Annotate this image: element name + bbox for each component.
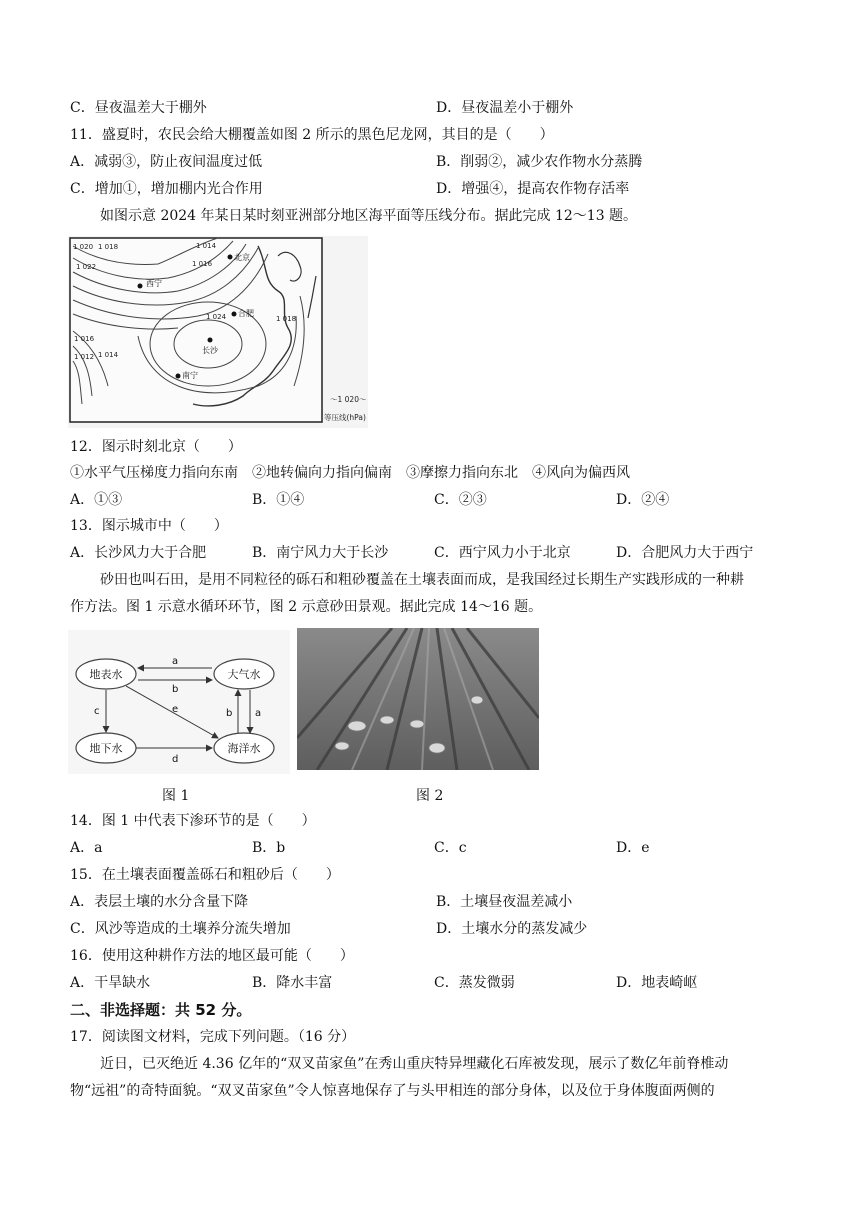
q14-stem: 14．图 1 中代表下渗环节的是（ ）: [70, 813, 316, 829]
q16-option-b: B．降水丰富: [252, 975, 333, 991]
q12-stem: 12．图示时刻北京（ ）: [70, 439, 242, 455]
q15-option-c: C．风沙等造成的土壤养分流失增加: [70, 921, 291, 937]
node-ocean-water: 海洋水: [227, 742, 261, 755]
arrow-label-c: c: [94, 706, 100, 717]
contour-label: 1 014: [98, 351, 119, 359]
q12-option-c: C．②③: [434, 492, 487, 508]
q12-option-d: D．②④: [616, 492, 670, 508]
arrow-label-a2: a: [255, 708, 262, 719]
q13-option-b: B．南宁风力大于长沙: [252, 545, 389, 561]
city-changsha: 长沙: [202, 346, 218, 355]
q10-option-d: D．昼夜温差小于棚外: [436, 100, 574, 116]
contour-label: 1 020: [73, 243, 94, 251]
city-beijing: 北京: [234, 253, 250, 262]
q14-option-b: B．b: [252, 840, 286, 856]
q16-option-a: A．干旱缺水: [70, 975, 151, 991]
q14-option-d: D．e: [616, 840, 650, 856]
q13-option-d: D．合肥风力大于西宁: [616, 545, 754, 561]
q14-option-a: A．a: [70, 840, 103, 856]
q11-option-a: A．减弱③，防止夜间温度过低: [70, 154, 263, 170]
legend-value: ～1 020～: [330, 395, 367, 404]
contour-label: 1 016: [192, 260, 213, 268]
q12-option-a: A．①③: [70, 492, 123, 508]
water-cycle-diagram: [68, 630, 290, 774]
q15-option-d: D．土壤水分的蒸发减少: [436, 921, 588, 937]
q11-option-b: B．削弱②，减少农作物水分蒸腾: [436, 154, 643, 170]
q14-option-c: C．c: [434, 840, 467, 856]
node-groundwater: 地下水: [89, 742, 123, 755]
intro-14-16-line2: 作方法。图 1 示意水循环环节，图 2 示意砂田景观。据此完成 14～16 题。: [70, 599, 543, 615]
node-surface-water: 地表水: [89, 668, 123, 681]
arrow-label-e: e: [172, 704, 179, 715]
q11-option-d: D．增强④，提高农作物存活率: [436, 181, 630, 197]
q16-stem: 16．使用这种耕作方法的地区最可能（ ）: [70, 948, 354, 964]
contour-label: 1 022: [76, 263, 97, 271]
contour-label: 1 024: [206, 313, 227, 321]
q13-stem: 13．图示城市中（ ）: [70, 518, 228, 534]
q10-option-c: C．昼夜温差大于棚外: [70, 100, 207, 116]
city-hefei: 合肥: [238, 309, 254, 318]
q16-option-d: D．地表崎岖: [616, 975, 698, 991]
q17-material-line2: 物“远祖”的奇特面貌。“双叉苗家鱼”令人惊喜地保存了与头甲相连的部分身体，以及位于身体腹面两侧的: [70, 1083, 715, 1099]
q11-option-c: C．增加①，增加棚内光合作用: [70, 181, 263, 197]
q15-option-a: A．表层土壤的水分含量下降: [70, 894, 249, 910]
arrow-label-b: b: [172, 684, 179, 695]
node-atmospheric-water: 大气水: [227, 668, 261, 681]
q13-option-c: C．西宁风力小于北京: [434, 545, 571, 561]
fig2-caption: 图 2: [416, 788, 444, 804]
contour-label: 1 014: [196, 242, 217, 250]
intro-14-16-line1: 砂田也叫石田，是用不同粒径的砾石和粗砂覆盖在土壤表面而成，是我国经过长期生产实践形成的一种耕: [100, 572, 744, 588]
q15-option-b: B．土壤昼夜温差减小: [436, 894, 573, 910]
q11-stem: 11．盛夏时，农民会给大棚覆盖如图 2 所示的黑色尼龙网，其目的是（ ）: [70, 127, 554, 143]
q12-statements: ①水平气压梯度力指向东南 ②地转偏向力指向偏南 ③摩擦力指向东北 ④风向为偏西风: [70, 465, 630, 481]
sand-field-photo: [297, 628, 539, 770]
q17-material-line1: 近日，已灭绝近 4.36 亿年的“双叉苗家鱼”在秀山重庆特异埋藏化石库被发现，展示了数亿年前脊椎动: [100, 1056, 729, 1072]
arrow-label-d: d: [172, 754, 179, 765]
fig1-caption: 图 1: [162, 788, 190, 804]
legend-label: 等压线(hPa): [324, 413, 366, 422]
city-xining: 西宁: [146, 279, 162, 288]
q17-stem: 17．阅读图文材料，完成下列问题。（16 分）: [70, 1029, 356, 1045]
q15-stem: 15．在土壤表面覆盖砾石和粗砂后（ ）: [70, 867, 340, 883]
q16-option-c: C．蒸发微弱: [434, 975, 515, 991]
intro-12-13: 如图示意 2024 年某日某时刻亚洲部分地区海平面等压线分布。据此完成 12～13 题。: [100, 208, 638, 224]
q13-option-a: A．长沙风力大于合肥: [70, 545, 207, 561]
contour-label: 1 012: [74, 353, 95, 361]
arrow-label-b2: b: [226, 708, 233, 719]
q12-option-b: B．①④: [252, 492, 305, 508]
contour-label: 1 018: [276, 315, 297, 323]
section-2-heading: 二、非选择题：共 52 分。: [70, 1001, 252, 1019]
contour-label: 1 016: [74, 335, 95, 343]
contour-label: 1 018: [98, 243, 119, 251]
arrow-label-a: a: [172, 656, 179, 667]
city-nanning: 南宁: [182, 371, 198, 380]
isobar-map: [68, 236, 368, 428]
